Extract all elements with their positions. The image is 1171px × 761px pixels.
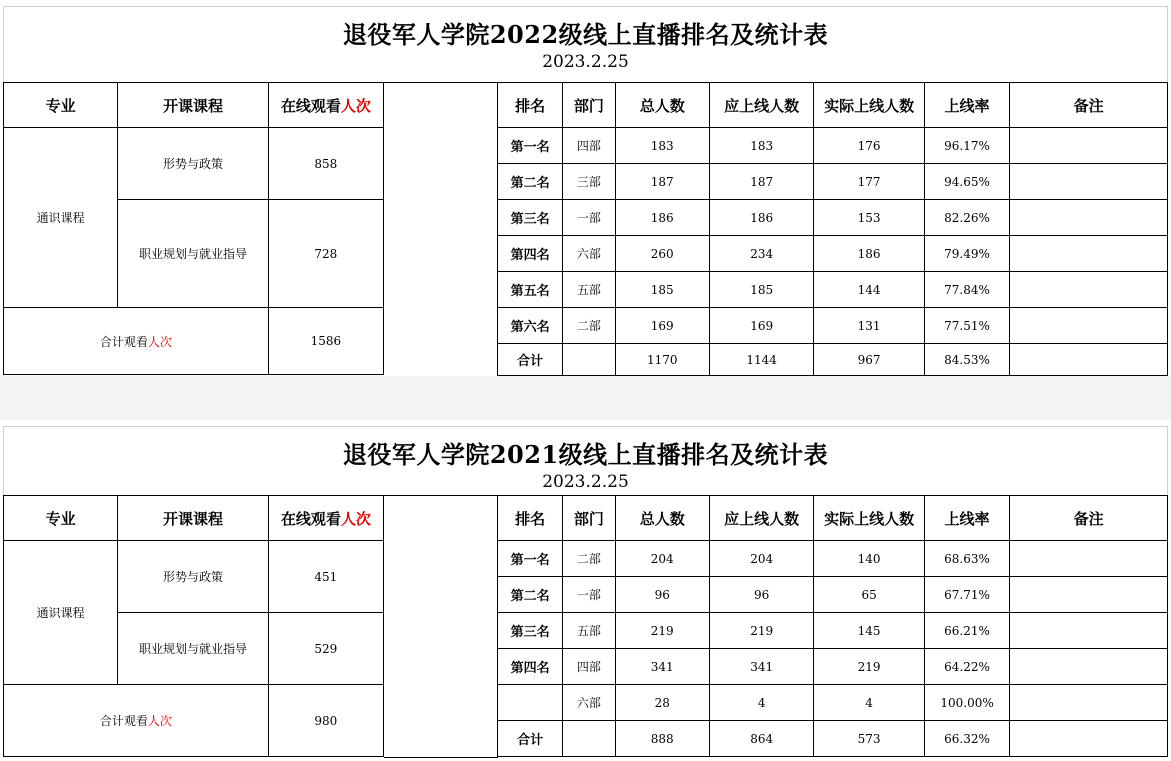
rate-cell: 68.63% [924,541,1009,577]
table-row [498,613,1168,649]
dept-cell [563,721,615,757]
total-row [4,685,384,757]
total-views: 1586 [268,308,383,375]
dept-cell: 五部 [563,613,615,649]
rank-cell: 第二名 [498,577,563,613]
header-course: 开课课程 [118,83,268,128]
header-rate: 上线率 [924,496,1009,541]
table-row [4,128,384,200]
header-actual: 实际上线人数 [814,83,924,128]
course-views-table [3,82,384,375]
note-cell [1010,128,1168,164]
table-row [498,541,1168,577]
rank-cell: 第四名 [498,236,563,272]
actual-cell: 65 [814,577,924,613]
course-views: 451 [268,541,383,613]
note-cell [1010,236,1168,272]
rate-cell: 66.21% [924,613,1009,649]
title-band [3,6,1168,82]
header-views-red: 人次 [340,509,371,528]
rate-cell: 66.32% [924,721,1009,757]
total-label [4,685,269,757]
total-label [4,308,269,375]
course-name: 职业规划与就业指导 [118,613,268,685]
rank-cell: 第一名 [498,128,563,164]
section-separator [0,376,1171,420]
header-dept: 部门 [563,496,615,541]
actual-cell: 144 [814,272,924,308]
expected-cell: 219 [709,613,813,649]
table-row [498,685,1168,721]
rank-cell [498,685,563,721]
report-section-2021 [0,420,1171,761]
dept-cell: 一部 [563,200,615,236]
table-gap [384,495,498,758]
dept-cell: 五部 [563,272,615,308]
note-cell [1010,272,1168,308]
header-rate: 上线率 [924,83,1009,128]
sum-label: 合计 [498,721,563,757]
rank-cell: 第三名 [498,200,563,236]
report-title: 退役军人学院2021级线上直播排名及统计表 [342,440,829,469]
total-cell: 341 [615,649,709,685]
note-cell [1010,721,1168,757]
total-label-red: 人次 [147,714,172,728]
actual-cell: 177 [814,164,924,200]
actual-cell: 219 [814,649,924,685]
rate-cell: 84.53% [924,344,1009,376]
rank-cell: 第五名 [498,272,563,308]
expected-cell: 187 [709,164,813,200]
total-cell: 186 [615,200,709,236]
expected-cell: 1144 [709,344,813,376]
course-views: 529 [268,613,383,685]
total-cell: 183 [615,128,709,164]
total-cell: 185 [615,272,709,308]
course-views: 858 [268,128,383,200]
rate-cell: 94.65% [924,164,1009,200]
header-dept: 部门 [563,83,615,128]
ranking-table [497,495,1168,757]
expected-cell: 4 [709,685,813,721]
note-cell [1010,200,1168,236]
dept-cell: 六部 [563,236,615,272]
sum-row [498,721,1168,757]
note-cell [1010,164,1168,200]
header-course: 开课课程 [118,496,268,541]
rank-cell: 第六名 [498,308,563,344]
table-row [498,649,1168,685]
course-name: 形势与政策 [118,541,268,613]
header-total: 总人数 [615,496,709,541]
header-rank: 排名 [498,496,563,541]
table-gap [384,82,498,377]
table-row [498,308,1168,344]
dept-cell: 六部 [563,685,615,721]
note-cell [1010,685,1168,721]
dept-cell: 二部 [563,308,615,344]
actual-cell: 4 [814,685,924,721]
rate-cell: 82.26% [924,200,1009,236]
expected-cell: 864 [709,721,813,757]
total-row [4,308,384,375]
expected-cell: 204 [709,541,813,577]
dept-cell: 四部 [563,649,615,685]
dept-cell: 三部 [563,164,615,200]
actual-cell: 153 [814,200,924,236]
title-band [3,426,1168,502]
course-views-table [3,495,384,757]
header-row [4,496,384,541]
note-cell [1010,541,1168,577]
rank-cell: 第二名 [498,164,563,200]
header-major: 专业 [4,83,118,128]
actual-cell: 145 [814,613,924,649]
total-label-red: 人次 [147,334,172,349]
total-cell: 1170 [615,344,709,376]
report-date: 2023.2.25 [542,52,629,72]
expected-cell: 96 [709,577,813,613]
rate-cell: 77.84% [924,272,1009,308]
total-cell: 28 [615,685,709,721]
note-cell [1010,649,1168,685]
header-views [268,83,383,128]
header-expected: 应上线人数 [709,496,813,541]
header-views-prefix: 在线观看 [280,96,341,115]
rank-cell: 第四名 [498,649,563,685]
rate-cell: 100.00% [924,685,1009,721]
total-cell: 187 [615,164,709,200]
course-name: 形势与政策 [118,128,268,200]
note-cell [1010,577,1168,613]
category-cell: 通识课程 [4,541,118,685]
expected-cell: 341 [709,649,813,685]
header-actual: 实际上线人数 [814,496,924,541]
actual-cell: 573 [814,721,924,757]
expected-cell: 234 [709,236,813,272]
dept-cell: 一部 [563,577,615,613]
expected-cell: 185 [709,272,813,308]
category-cell: 通识课程 [4,128,118,308]
rate-cell: 96.17% [924,128,1009,164]
expected-cell: 169 [709,308,813,344]
dept-cell: 四部 [563,128,615,164]
header-row [498,83,1168,128]
header-row [498,496,1168,541]
total-cell: 260 [615,236,709,272]
rate-cell: 67.71% [924,577,1009,613]
table-row [498,128,1168,164]
table-row [498,272,1168,308]
total-cell: 888 [615,721,709,757]
course-name: 职业规划与就业指导 [118,200,268,308]
rate-cell: 64.22% [924,649,1009,685]
note-cell [1010,308,1168,344]
rate-cell: 77.51% [924,308,1009,344]
table-row [498,577,1168,613]
header-note: 备注 [1010,83,1168,128]
actual-cell: 967 [814,344,924,376]
actual-cell: 131 [814,308,924,344]
rate-cell: 79.49% [924,236,1009,272]
table-row [498,200,1168,236]
dept-cell: 二部 [563,541,615,577]
total-cell: 96 [615,577,709,613]
header-major: 专业 [4,496,118,541]
table-row [498,164,1168,200]
total-cell: 169 [615,308,709,344]
header-views-red: 人次 [340,96,371,115]
expected-cell: 183 [709,128,813,164]
header-views [268,496,383,541]
ranking-table [497,82,1168,376]
note-cell [1010,613,1168,649]
course-views: 728 [268,200,383,308]
rank-cell: 第一名 [498,541,563,577]
total-views: 980 [268,685,383,757]
total-cell: 204 [615,541,709,577]
actual-cell: 176 [814,128,924,164]
header-expected: 应上线人数 [709,83,813,128]
expected-cell: 186 [709,200,813,236]
header-views-prefix: 在线观看 [280,509,341,528]
report-title: 退役军人学院2022级线上直播排名及统计表 [342,20,829,49]
table-row [498,236,1168,272]
sum-label: 合计 [498,344,563,376]
report-date: 2023.2.25 [542,472,629,492]
header-total: 总人数 [615,83,709,128]
total-cell: 219 [615,613,709,649]
header-row [4,83,384,128]
actual-cell: 186 [814,236,924,272]
total-label-prefix: 合计观看 [99,714,148,728]
header-rank: 排名 [498,83,563,128]
header-note: 备注 [1010,496,1168,541]
actual-cell: 140 [814,541,924,577]
rank-cell: 第三名 [498,613,563,649]
note-cell [1010,344,1168,376]
sum-row [498,344,1168,376]
total-label-prefix: 合计观看 [99,334,148,349]
table-row [4,541,384,613]
dept-cell [563,344,615,376]
